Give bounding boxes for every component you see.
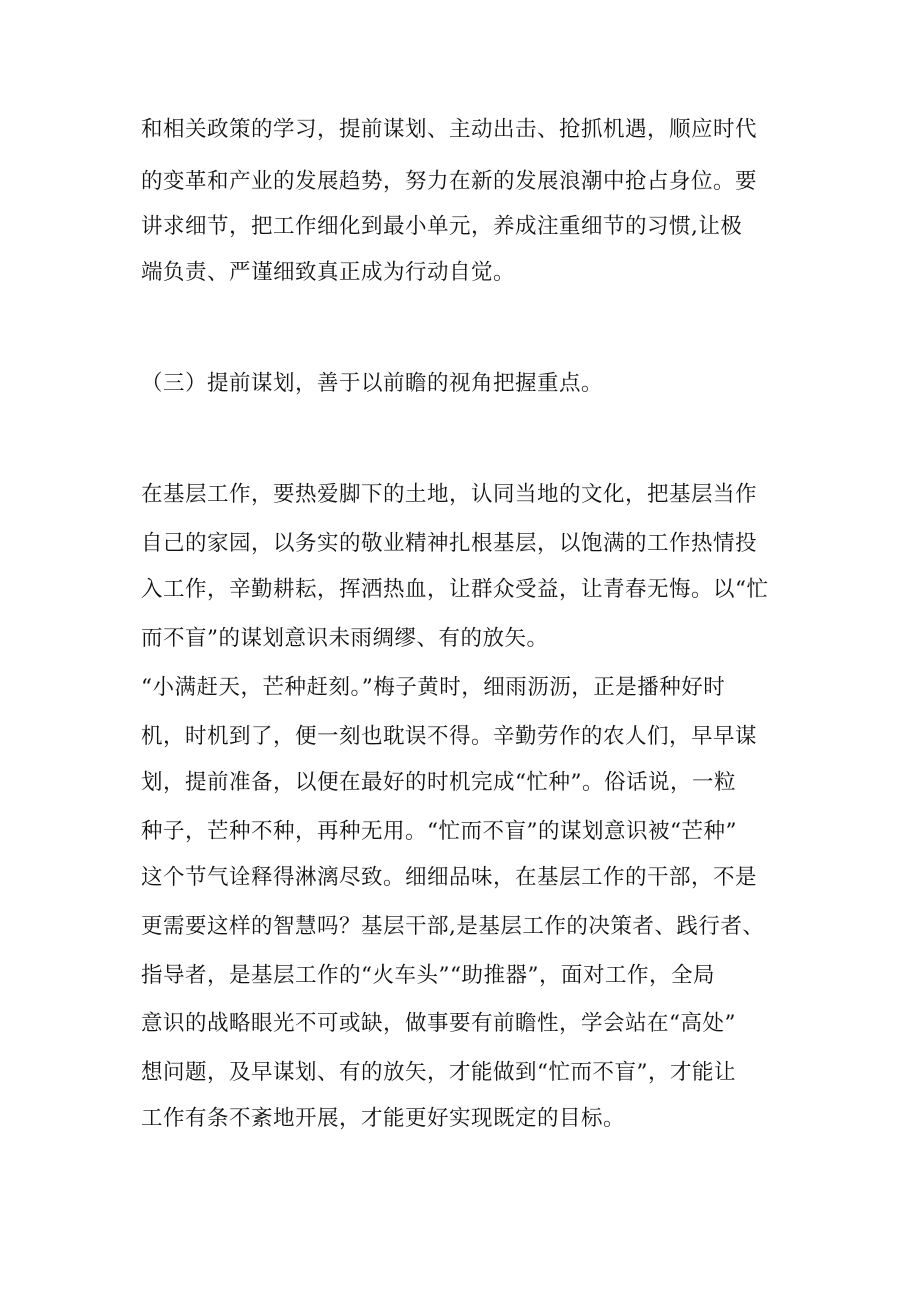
text-line: 端负责、严谨细致真正成为行动自觉。 <box>141 260 516 285</box>
text-line: 讲求细节，把工作细化到最小单元，养成注重细节的习惯,让极 <box>141 214 743 239</box>
text-line: 入工作，辛勤耕耘，挥洒热血，让群众受益，让青春无悔。以“忙 <box>141 577 769 602</box>
text-line: 和相关政策的学习，提前谋划、主动出击、抢抓机遇，顺应时代 <box>141 117 758 142</box>
text-line: 意识的战略眼光不可或缺，做事要有前瞻性，学会站在“高处” <box>141 1011 736 1036</box>
text-line: 种子，芒种不种，再种无用。“忙而不盲”的谋划意识被“芒种” <box>141 819 737 844</box>
text-line: “小满赶天，芒种赶刻。”梅子黄时，细雨沥沥，正是播种好时 <box>141 675 726 700</box>
text-line: 更需要这样的智慧吗？基层干部,是基层工作的决策者、践行者、 <box>141 914 765 939</box>
text-line: 机，时机到了，便一刻也耽误不得。辛勤劳作的农人们，早早谋 <box>141 724 758 749</box>
text-line: 这个节气诠释得淋漓尽致。细细品味，在基层工作的干部，不是 <box>141 865 758 890</box>
text-line: 在基层工作，要热爱脚下的土地，认同当地的文化，把基层当作 <box>141 482 758 507</box>
text-line: 的变革和产业的发展趋势，努力在新的发展浪潮中抢占身位。要 <box>141 169 758 194</box>
section-heading: （三）提前谋划，善于以前瞻的视角把握重点。 <box>141 371 604 396</box>
text-line: 划，提前准备，以便在最好的时机完成“忙种”。俗话说，一粒 <box>141 770 736 795</box>
text-line: 工作有条不紊地开展，才能更好实现既定的目标。 <box>141 1106 626 1131</box>
text-line: 自己的家园，以务实的敬业精神扎根基层，以饱满的工作热情投 <box>141 531 758 556</box>
text-line: 指导者，是基层工作的“火车头”“助推器”，面对工作，全局 <box>141 963 715 988</box>
text-line: 而不盲”的谋划意识未雨绸缪、有的放矢。 <box>141 626 549 651</box>
text-line: 想问题，及早谋划、有的放矢，才能做到“忙而不盲”，才能让 <box>141 1060 736 1085</box>
